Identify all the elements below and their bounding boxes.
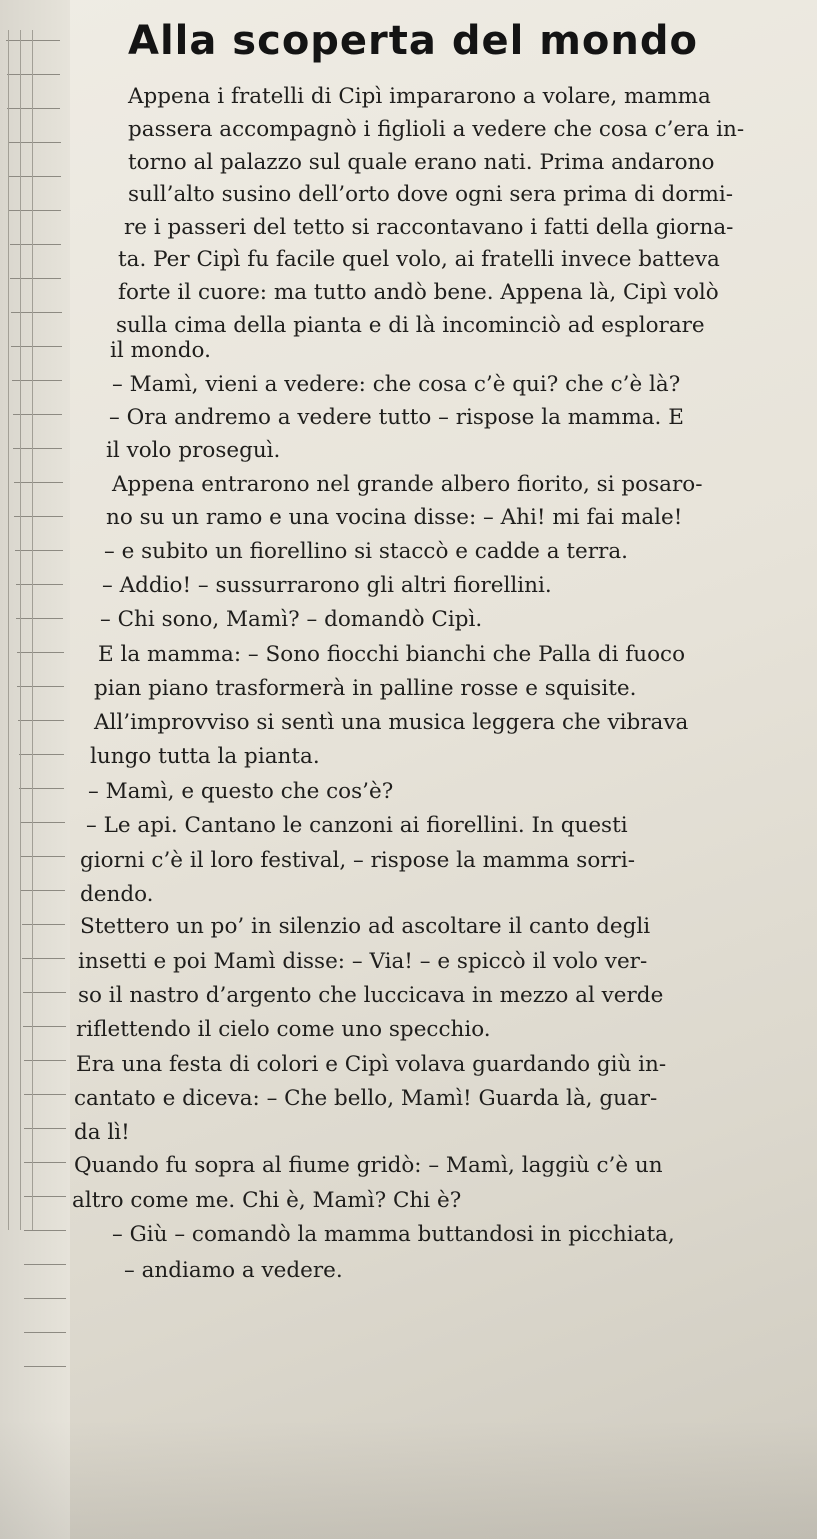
rule-tick (7, 74, 61, 75)
rule-tick (19, 754, 65, 755)
text-line: Appena i fratelli di Cipì impararono a volare, mamma (128, 84, 711, 109)
text-line: altro come me. Chi è, Mamì? Chi è? (72, 1188, 462, 1213)
text-line: Stettero un po’ in silenzio ad ascoltare il canto degli (80, 914, 651, 939)
rule-tick (14, 482, 63, 483)
text-line: Era una festa di colori e Cipì volava guardando giù in- (76, 1052, 667, 1077)
rule-tick (24, 1298, 66, 1299)
rule-tick (11, 312, 62, 313)
text-line: – Mamì, vieni a vedere: che cosa c’è qui? che c’è là? (112, 372, 681, 397)
rule-tick (16, 584, 64, 585)
text-line: sull’alto susino dell’orto dove ogni sera prima di dormi- (128, 182, 734, 207)
rule-tick (24, 1264, 66, 1265)
text-line: so il nastro d’argento che luccicava in mezzo al verde (78, 983, 664, 1008)
text-line: dendo. (80, 882, 154, 907)
text-line: sulla cima della pianta e di là incominciò ad esplorare (116, 313, 705, 338)
rule-tick (9, 210, 61, 211)
text-line: cantato e diceva: – Che bello, Mamì! Guarda là, guar- (74, 1086, 658, 1111)
rule-line (20, 30, 21, 1230)
text-line: – Le api. Cantano le canzoni ai fiorellini. In questi (86, 813, 628, 838)
text-line: re i passeri del tetto si raccontavano i fatti della giorna- (124, 215, 734, 240)
rule-tick (24, 1162, 66, 1163)
rule-tick (23, 1026, 65, 1027)
text-line: – Chi sono, Mamì? – domandò Cipì. (100, 607, 483, 632)
text-line: Quando fu sopra al fiume gridò: – Mamì, laggiù c’è un (74, 1153, 663, 1178)
rule-tick (22, 924, 66, 925)
text-line: – Mamì, e questo che cos’è? (88, 779, 394, 804)
rule-tick (8, 142, 61, 143)
text-line: pian piano trasformerà in palline rosse e squisite. (94, 676, 637, 701)
rule-tick (16, 618, 63, 619)
rule-tick (10, 278, 61, 279)
text-line: forte il cuore: ma tutto andò bene. Appena là, Cipì volò (118, 280, 719, 305)
text-line: il mondo. (110, 338, 211, 363)
rule-tick (10, 244, 62, 245)
text-line: insetti e poi Mamì disse: – Via! – e spiccò il volo ver- (78, 949, 648, 974)
rule-tick (24, 1196, 66, 1197)
rule-tick (17, 686, 63, 687)
rule-tick (18, 720, 64, 721)
rule-tick (24, 1128, 66, 1129)
rule-tick (24, 1366, 66, 1367)
text-line: riflettendo il cielo come uno specchio. (76, 1017, 491, 1042)
rule-tick (17, 652, 64, 653)
text-line: giorni c’è il loro festival, – rispose la mamma sorri- (80, 848, 635, 873)
rule-tick (15, 550, 63, 551)
rule-tick (20, 822, 65, 823)
rule-line (8, 30, 9, 1230)
rule-tick (24, 1094, 66, 1095)
text-line: lungo tutta la pianta. (90, 744, 320, 769)
text-line: – e subito un fiorellino si staccò e cadde a terra. (104, 539, 628, 564)
text-line: no su un ramo e una vocina disse: – Ahi! mi fai male! (106, 505, 683, 530)
text-line: – Giù – comandò la mamma buttandosi in picchiata, (112, 1222, 675, 1247)
rule-tick (8, 176, 60, 177)
text-line: il volo proseguì. (106, 438, 281, 463)
rule-tick (22, 958, 65, 959)
ruled-margin (0, 0, 70, 1539)
page-shadow (0, 1420, 817, 1539)
text-line: ta. Per Cipì fu facile quel volo, ai fratelli invece batteva (118, 247, 720, 272)
text-line: All’improvviso si sentì una musica leggera che vibrava (94, 710, 689, 735)
rule-tick (23, 992, 66, 993)
page-title: Alla scoperta del mondo (128, 18, 698, 64)
rule-tick (11, 346, 61, 347)
rule-tick (24, 1230, 66, 1231)
text-line: passera accompagnò i figlioli a vedere che cosa c’era in- (128, 117, 745, 142)
text-line: – andiamo a vedere. (124, 1258, 343, 1283)
rule-tick (6, 40, 60, 41)
rule-tick (19, 788, 64, 789)
text-line: E la mamma: – Sono fiocchi bianchi che Palla di fuoco (98, 642, 686, 667)
rule-tick (21, 890, 65, 891)
text-line: – Addio! – sussurrarono gli altri fiorellini. (102, 573, 552, 598)
rule-tick (24, 1060, 66, 1061)
rule-tick (7, 108, 60, 109)
text-line: – Ora andremo a vedere tutto – rispose la mamma. E (109, 405, 684, 430)
rule-tick (14, 516, 62, 517)
rule-tick (24, 1332, 66, 1333)
text-line: torno al palazzo sul quale erano nati. Prima andarono (128, 150, 715, 175)
text-line: Appena entrarono nel grande albero fiorito, si posaro- (112, 472, 703, 497)
rule-line (32, 30, 33, 1230)
rule-tick (20, 856, 64, 857)
text-line: da lì! (74, 1120, 130, 1145)
